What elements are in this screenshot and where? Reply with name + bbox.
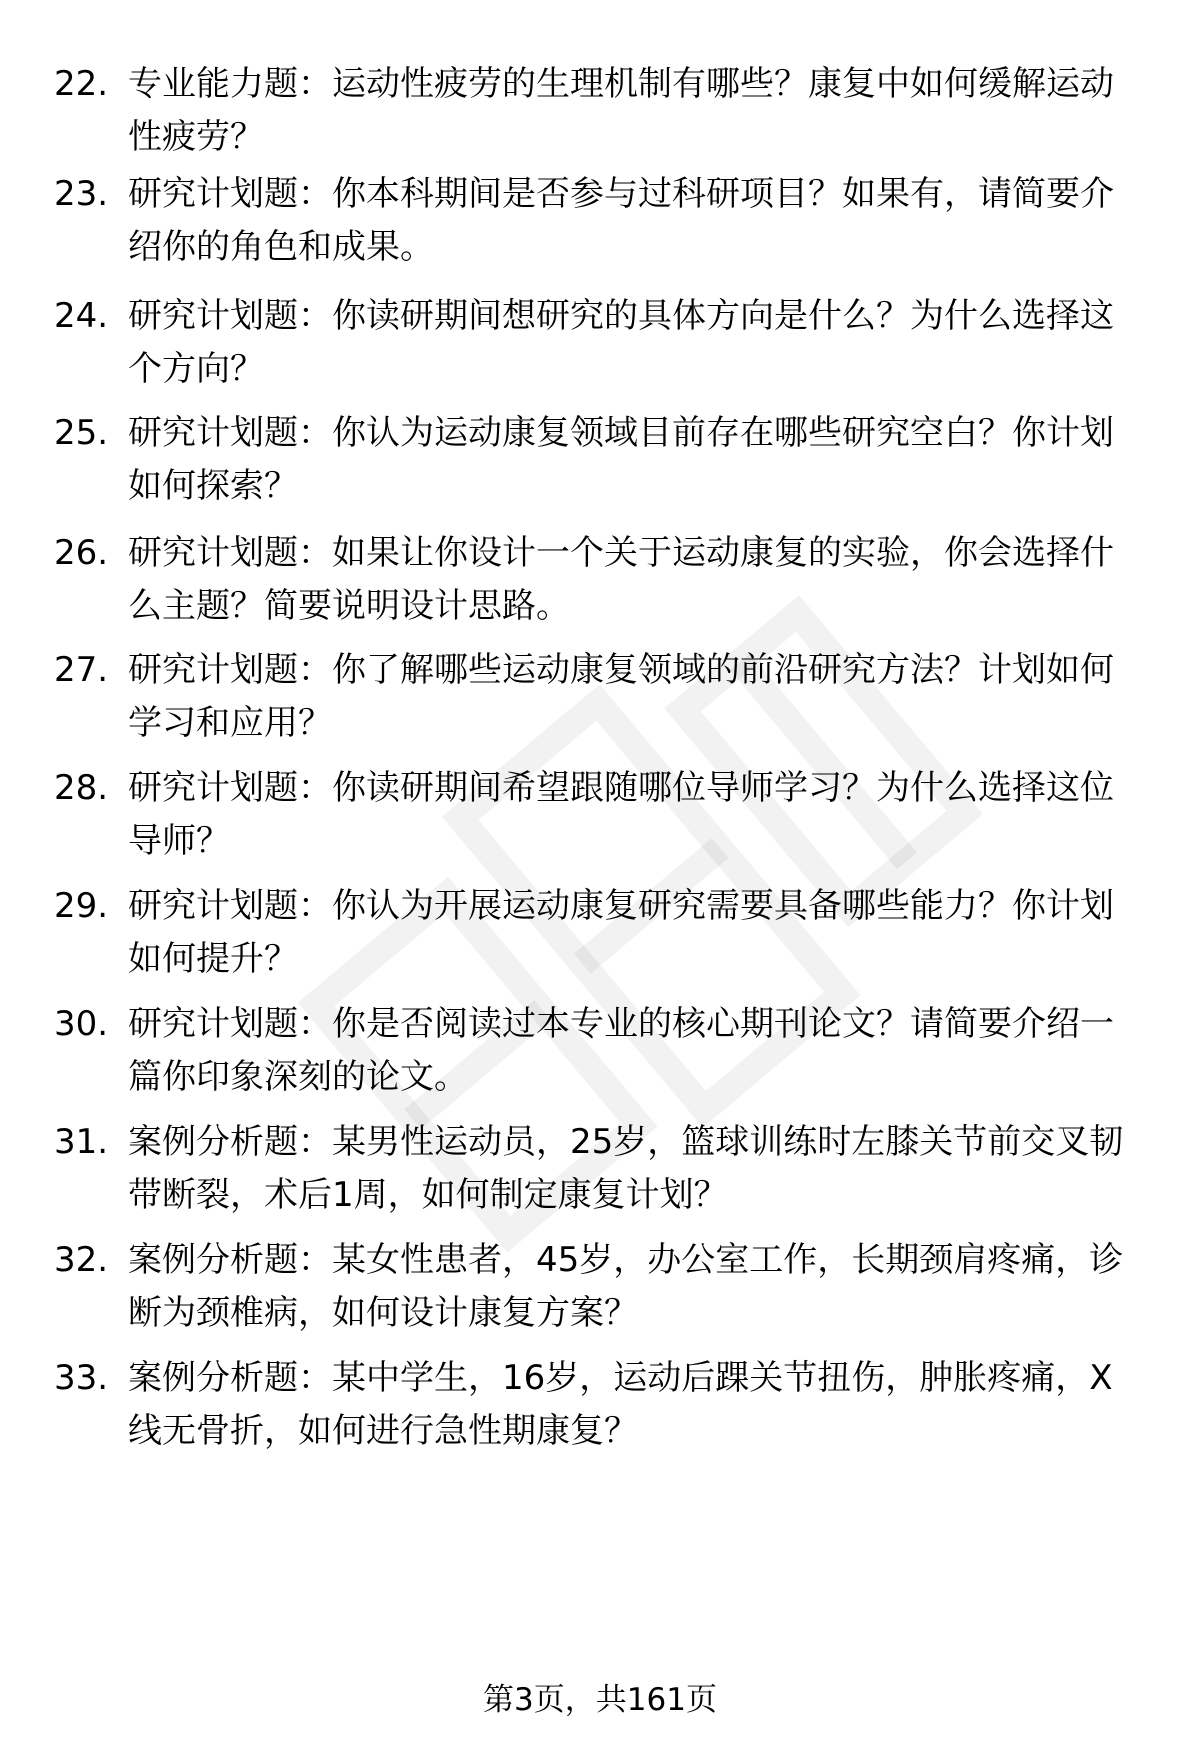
question-text: 案例分析题：某男性运动员，25岁，篮球训练时左膝关节前交叉韧带断裂，术后1周，如何制定康复计划？ xyxy=(128,1122,1124,1215)
question-number: 28. xyxy=(54,768,109,808)
question-number: 32. xyxy=(54,1240,109,1280)
question-text: 研究计划题：如果让你设计一个关于运动康复的实验，你会选择什么主题？简要说明设计思路。 xyxy=(128,533,1114,626)
question-number: 22. xyxy=(54,64,109,104)
question-text: 案例分析题：某中学生，16岁，运动后踝关节扭伤，肿胀疼痛，X线无骨折，如何进行急性期康复？ xyxy=(128,1358,1113,1451)
question-text: 研究计划题：你是否阅读过本专业的核心期刊论文？请简要介绍一篇你印象深刻的论文。 xyxy=(128,1004,1114,1097)
question-item xyxy=(54,168,1154,274)
question-text: 专业能力题：运动性疲劳的生理机制有哪些？康复中如何缓解运动性疲劳？ xyxy=(128,64,1114,157)
question-number: 23. xyxy=(54,174,109,214)
question-item xyxy=(54,1116,1154,1222)
question-item xyxy=(54,290,1154,396)
question-number: 29. xyxy=(54,886,109,926)
question-number: 33. xyxy=(54,1358,109,1398)
question-item xyxy=(54,762,1154,868)
question-text: 研究计划题：你了解哪些运动康复领域的前沿研究方法？计划如何学习和应用？ xyxy=(128,650,1114,743)
question-text: 研究计划题：你读研期间想研究的具体方向是什么？为什么选择这个方向？ xyxy=(128,296,1114,389)
question-text: 案例分析题：某女性患者，45岁，办公室工作，长期颈肩疼痛，诊断为颈椎病，如何设计康复方案？ xyxy=(128,1240,1124,1333)
question-number: 27. xyxy=(54,650,109,690)
question-number: 31. xyxy=(54,1122,109,1162)
question-number: 30. xyxy=(54,1004,109,1044)
question-item xyxy=(54,407,1154,513)
question-item xyxy=(54,58,1154,164)
question-item xyxy=(54,527,1154,633)
page-footer: 第3页，共161页 xyxy=(483,1682,717,1718)
question-item xyxy=(54,998,1154,1104)
question-item xyxy=(54,644,1154,750)
question-text: 研究计划题：你认为开展运动康复研究需要具备哪些能力？你计划如何提升？ xyxy=(128,886,1114,979)
question-number: 25. xyxy=(54,413,109,453)
question-text: 研究计划题：你本科期间是否参与过科研项目？如果有，请简要介绍你的角色和成果。 xyxy=(128,174,1114,267)
question-number: 26. xyxy=(54,533,109,573)
question-item xyxy=(54,1234,1154,1340)
question-item xyxy=(54,1352,1154,1458)
question-number: 24. xyxy=(54,296,109,336)
question-item xyxy=(54,880,1154,986)
question-text: 研究计划题：你读研期间希望跟随哪位导师学习？为什么选择这位导师？ xyxy=(128,768,1114,861)
question-text: 研究计划题：你认为运动康复领域目前存在哪些研究空白？你计划如何探索？ xyxy=(128,413,1114,506)
